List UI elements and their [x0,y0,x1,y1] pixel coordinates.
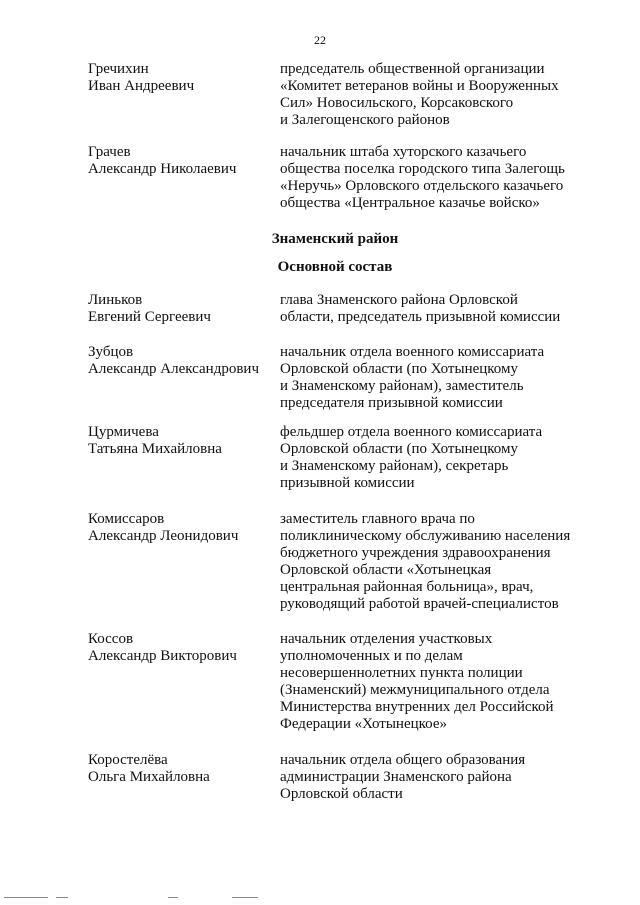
position-line: и Залегощенского районов [280,112,450,128]
position-line: заместитель главного врача по [280,511,475,527]
member-name [88,61,278,95]
position-line: центральная районная больница», врач, [280,579,534,595]
member-position [280,631,610,733]
position-line: Орловской области [280,786,403,802]
position-line: начальник штаба хуторского казачьего [280,144,527,160]
section-heading: Знаменский район [271,231,399,247]
member-name [88,344,278,378]
subsection-heading: Основной состав [277,259,393,275]
member-given-names: Иван Андреевич [88,78,195,94]
position-line: Министерства внутренних дел Российской [280,699,554,715]
member-position [280,61,610,129]
member-position [280,511,610,613]
member-surname: Комиссаров [88,511,165,527]
footer-dash [168,897,178,898]
position-line: начальник отдела общего образования [280,752,526,768]
position-line: несовершеннолетних пункта полиции [280,665,523,681]
member-surname: Грачев [88,144,131,160]
position-line: (Знаменский) межмуниципального отдела [280,682,550,698]
position-line: администрации Знаменского района [280,769,512,785]
member-name [88,752,278,786]
position-line: фельдшер отдела военного комиссариата [280,424,543,440]
member-name [88,511,278,545]
member-given-names: Ольга Михайловна [88,769,210,785]
footer-scan-marks [0,897,640,900]
member-given-names: Евгений Сергеевич [88,309,211,325]
member-position [280,144,610,212]
member-position [280,752,610,803]
member-name [88,144,278,178]
position-line: Федерации «Хотынецкое» [280,716,447,732]
position-line: бюджетного учреждения здравоохранения [280,545,551,561]
page-number: 22 [314,33,326,47]
member-name [88,631,278,665]
member-name [88,424,278,458]
member-surname: Линьков [88,292,143,308]
position-line: уполномоченных и по делам [280,648,463,664]
position-line: области, председатель призывной комиссии [280,309,561,325]
member-given-names: Татьяна Михайловна [88,441,222,457]
position-line: Орловской области (по Хотынецкому [280,441,519,457]
position-line: Сил» Новосильского, Корсаковского [280,95,514,111]
member-surname: Гречихин [88,61,149,77]
member-given-names: Александр Александрович [88,361,259,377]
position-line: призывной комиссии [280,475,415,491]
member-given-names: Александр Леонидович [88,528,239,544]
position-line: начальник отделения участковых [280,631,493,647]
position-line: глава Знаменского района Орловской [280,292,518,308]
member-surname: Цурмичева [88,424,159,440]
member-position [280,424,610,492]
member-surname: Зубцов [88,344,134,360]
position-line: Орловской области «Хотынецкая [280,562,492,578]
position-line: и Знаменскому районам), заместитель [280,378,524,394]
position-line: Орловской области (по Хотынецкому [280,361,519,377]
position-line: председатель общественной организации [280,61,545,77]
member-given-names: Александр Николаевич [88,161,237,177]
member-given-names: Александр Викторович [88,648,237,664]
footer-dash [232,897,258,898]
member-surname: Коссов [88,631,134,647]
position-line: общества поселка городского типа Залегощь [280,161,565,177]
position-line: руководящий работой врачей-специалистов [280,596,559,612]
footer-dash [4,897,48,898]
position-line: поликлиническому обслуживанию населения [280,528,571,544]
position-line: председателя призывной комиссии [280,395,503,411]
member-position [280,292,610,326]
position-line: и Знаменскому районам), секретарь [280,458,509,474]
member-surname: Коростелёва [88,752,168,768]
member-name [88,292,278,326]
member-position [280,344,610,412]
footer-dash [56,897,68,898]
position-line: начальник отдела военного комиссариата [280,344,545,360]
position-line: общества «Центральное казачье войско» [280,195,540,211]
position-line: «Неручь» Орловского отдельского казачьего [280,178,564,194]
position-line: «Комитет ветеранов войны и Вооруженных [280,78,559,94]
